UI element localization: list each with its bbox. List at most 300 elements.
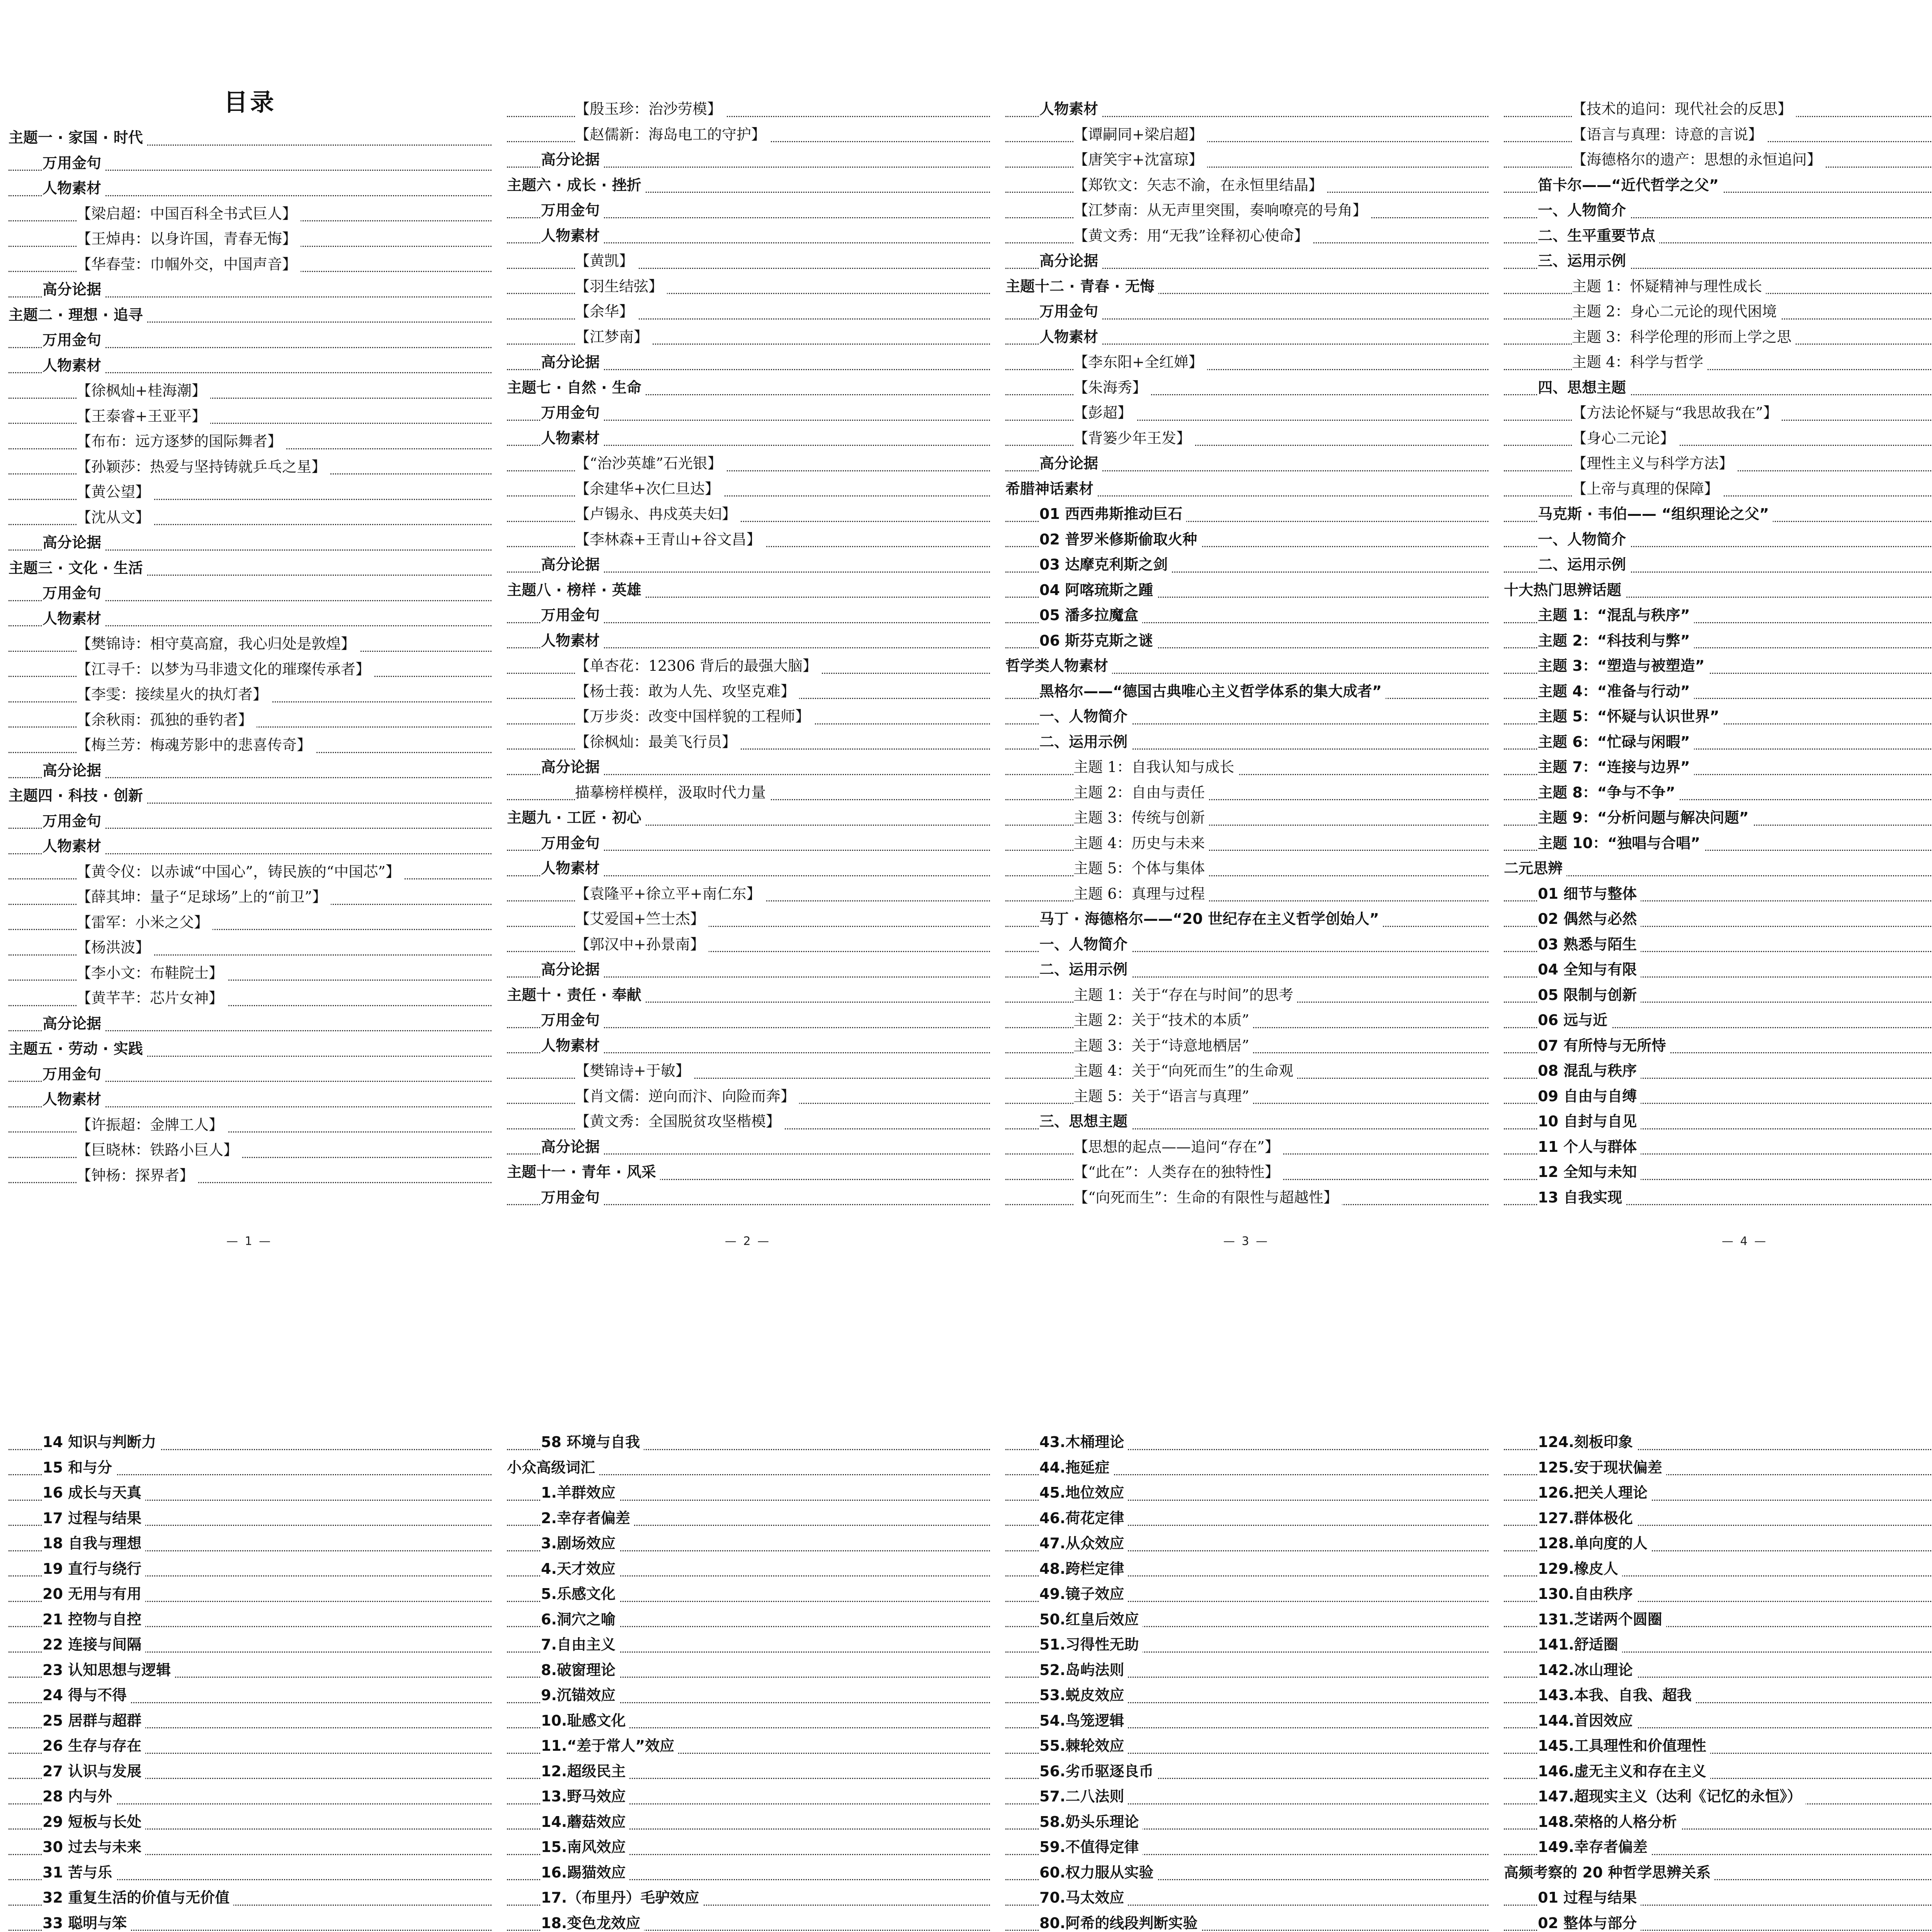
- toc-heading-entry[interactable]: [1005, 730, 1488, 755]
- toc-item-entry[interactable]: [1504, 451, 1932, 476]
- toc-heading-entry[interactable]: [507, 400, 990, 426]
- toc-item-entry[interactable]: [9, 252, 492, 277]
- toc-heading-entry[interactable]: [1504, 1556, 1932, 1582]
- toc-entry-label: 【“向死而生”：生命的有限性与超越性】: [1073, 1185, 1342, 1211]
- toc-heading-entry[interactable]: [1504, 1582, 1932, 1607]
- toc-item-entry[interactable]: [507, 97, 990, 122]
- toc-entry-label: 56.劣币驱逐良币: [1039, 1759, 1157, 1784]
- toc-heading-entry[interactable]: [1005, 299, 1488, 325]
- toc-item-entry[interactable]: [1005, 426, 1488, 451]
- toc-heading-entry[interactable]: [507, 1582, 990, 1607]
- toc-item-entry[interactable]: [1005, 755, 1488, 780]
- toc-heading-entry[interactable]: [1005, 1733, 1488, 1759]
- toc-heading-entry[interactable]: [507, 957, 990, 983]
- toc-heading-entry[interactable]: [9, 151, 492, 176]
- toc-heading-entry[interactable]: [9, 1733, 492, 1759]
- toc-heading-entry[interactable]: [9, 1810, 492, 1835]
- toc-item-entry[interactable]: [507, 122, 990, 148]
- toc-entry-label: 25 居群与超群: [43, 1708, 145, 1734]
- toc-heading-entry[interactable]: [1504, 1185, 1932, 1211]
- toc-heading-entry[interactable]: [507, 755, 990, 780]
- toc-entry-label: 【李小文：布鞋院士】: [77, 961, 227, 986]
- toc-entry-label: 【徐枫灿+桂海潮】: [77, 378, 210, 404]
- toc-entry-label: 【万步炎：改变中国样貌的工程师】: [575, 704, 814, 730]
- toc-item-entry[interactable]: [1504, 122, 1932, 148]
- toc-item-entry[interactable]: [1504, 274, 1932, 299]
- toc-section-entry[interactable]: [1005, 653, 1488, 679]
- toc-heading-entry[interactable]: [507, 1658, 990, 1683]
- toc-item-entry[interactable]: [9, 480, 492, 505]
- toc-heading-entry[interactable]: [1504, 375, 1932, 401]
- toc-heading-entry[interactable]: [507, 1733, 990, 1759]
- toc-item-entry[interactable]: [9, 733, 492, 758]
- toc-entry-label: 万用金句: [541, 603, 604, 628]
- toc-heading-entry[interactable]: [1504, 1810, 1932, 1835]
- toc-heading-entry[interactable]: [507, 1759, 990, 1784]
- toc-section-entry[interactable]: [507, 1160, 990, 1185]
- toc-entry-label: 【黄凯】: [575, 248, 638, 274]
- toc-section-entry[interactable]: [507, 375, 990, 401]
- toc-item-entry[interactable]: [507, 1084, 990, 1109]
- toc-item-entry[interactable]: [507, 704, 990, 730]
- toc-heading-entry[interactable]: [507, 552, 990, 578]
- toc-item-entry[interactable]: [1005, 1084, 1488, 1109]
- toc-heading-entry[interactable]: [507, 1911, 990, 1932]
- toc-heading-entry[interactable]: [1005, 1531, 1488, 1556]
- toc-item-entry[interactable]: [507, 451, 990, 476]
- toc-heading-entry[interactable]: [9, 1506, 492, 1531]
- toc-heading-entry[interactable]: [507, 603, 990, 628]
- toc-section-entry[interactable]: [507, 983, 990, 1008]
- toc-section-entry[interactable]: [507, 578, 990, 603]
- toc-item-entry[interactable]: [1005, 1033, 1488, 1059]
- toc-heading-entry[interactable]: [507, 1430, 990, 1455]
- toc-item-entry[interactable]: [1005, 122, 1488, 148]
- toc-heading-entry[interactable]: [1504, 780, 1932, 806]
- toc-heading-entry[interactable]: [1504, 1430, 1932, 1455]
- toc-item-entry[interactable]: [507, 299, 990, 325]
- toc-heading-entry[interactable]: [1504, 957, 1932, 983]
- toc-heading-entry[interactable]: [507, 1683, 990, 1708]
- toc-item-entry[interactable]: [507, 653, 990, 679]
- toc-heading-entry[interactable]: [1504, 1058, 1932, 1084]
- toc-entry-label: 主题 2：身心二元论的现代困境: [1572, 299, 1781, 325]
- toc-item-entry[interactable]: [9, 1138, 492, 1163]
- toc-heading-entry[interactable]: [1504, 248, 1932, 274]
- toc-heading-entry[interactable]: [1504, 1109, 1932, 1134]
- toc-section-entry[interactable]: [9, 125, 492, 151]
- toc-entry-label: 148.荣格的人格分析: [1538, 1810, 1681, 1835]
- toc-heading-entry[interactable]: [9, 176, 492, 201]
- toc-heading-entry[interactable]: [9, 1607, 492, 1633]
- toc-section-entry[interactable]: [507, 173, 990, 198]
- toc-heading-entry[interactable]: [1005, 1885, 1488, 1911]
- toc-item-entry[interactable]: [1005, 831, 1488, 856]
- toc-heading-entry[interactable]: [1504, 1885, 1932, 1911]
- toc-heading-entry[interactable]: [507, 1632, 990, 1658]
- toc-heading-entry[interactable]: [1005, 1480, 1488, 1506]
- toc-heading-entry[interactable]: [507, 1708, 990, 1734]
- toc-entry-label: 高频考察的 20 种哲学思辨关系: [1504, 1860, 1714, 1886]
- toc-entry-label: 48.跨栏定律: [1039, 1556, 1128, 1582]
- toc-heading-entry[interactable]: [9, 606, 492, 632]
- toc-heading-entry[interactable]: [1005, 1683, 1488, 1708]
- toc-entry-label: 【薛其坤：量子“足球场”上的“前卫”】: [77, 884, 331, 910]
- toc-heading-entry[interactable]: [1504, 1632, 1932, 1658]
- toc-heading-entry[interactable]: [507, 1885, 990, 1911]
- toc-item-entry[interactable]: [1504, 426, 1932, 451]
- toc-heading-entry[interactable]: [9, 1911, 492, 1932]
- toc-entry-label: 20 无用与有用: [43, 1582, 145, 1607]
- toc-heading-entry[interactable]: [1005, 1109, 1488, 1134]
- toc-heading-entry[interactable]: [9, 1632, 492, 1658]
- toc-entry-label: 30 过去与未来: [43, 1835, 145, 1860]
- toc-heading-entry[interactable]: [507, 198, 990, 223]
- toc-heading-entry[interactable]: [1005, 1835, 1488, 1860]
- toc-heading-entry[interactable]: [9, 1011, 492, 1037]
- toc-item-entry[interactable]: [9, 1112, 492, 1138]
- toc-entry-label: 【思想的起点——追问“存在”】: [1073, 1134, 1283, 1160]
- toc-entry-label: 人物素材: [1039, 97, 1102, 122]
- toc-heading-entry[interactable]: [9, 1430, 492, 1455]
- toc-item-entry[interactable]: [1005, 805, 1488, 831]
- toc-heading-entry[interactable]: [9, 328, 492, 353]
- toc-item-entry[interactable]: [507, 881, 990, 907]
- toc-heading-entry[interactable]: [1005, 1658, 1488, 1683]
- toc-entry-label: 【雷军：小米之父】: [77, 910, 213, 935]
- toc-item-entry[interactable]: [9, 631, 492, 657]
- toc-heading-entry[interactable]: [1504, 198, 1932, 223]
- toc-heading-entry[interactable]: [1005, 451, 1488, 476]
- toc-section-entry[interactable]: [1504, 856, 1932, 881]
- toc-heading-entry[interactable]: [9, 1062, 492, 1087]
- toc-heading-entry[interactable]: [1005, 1708, 1488, 1734]
- toc-heading-entry[interactable]: [9, 1835, 492, 1860]
- toc-heading-entry[interactable]: [1504, 1733, 1932, 1759]
- toc-heading-entry[interactable]: [9, 1860, 492, 1886]
- toc-heading-entry[interactable]: [1504, 983, 1932, 1008]
- toc-heading-entry[interactable]: [1504, 628, 1932, 654]
- toc-item-entry[interactable]: [1005, 1134, 1488, 1160]
- toc-entry-label: 【赵儒新：海岛电工的守护】: [575, 122, 770, 148]
- toc-item-entry[interactable]: [1005, 881, 1488, 907]
- toc-section-entry[interactable]: [1005, 476, 1488, 502]
- toc-heading-entry[interactable]: [1005, 1430, 1488, 1455]
- toc-heading-entry[interactable]: [9, 758, 492, 784]
- toc-entry-label: 一、人物简介: [1039, 932, 1131, 957]
- toc-heading-entry[interactable]: [507, 1134, 990, 1160]
- toc-heading-entry[interactable]: [1504, 1160, 1932, 1185]
- toc-item-entry[interactable]: [9, 1163, 492, 1189]
- toc-heading-entry[interactable]: [1504, 1683, 1932, 1708]
- toc-entry-label: 18 自我与理想: [43, 1531, 145, 1556]
- toc-heading-entry[interactable]: [1504, 730, 1932, 755]
- toc-entry-label: 笛卡尔——“近代哲学之父”: [1538, 173, 1723, 198]
- toc-entry-label: 44.拖延症: [1039, 1455, 1113, 1481]
- toc-heading-entry[interactable]: [1005, 957, 1488, 983]
- toc-item-entry[interactable]: [1005, 856, 1488, 881]
- toc-heading-entry[interactable]: [507, 223, 990, 249]
- toc-heading-entry[interactable]: [507, 1033, 990, 1059]
- toc-heading-entry[interactable]: [1005, 1556, 1488, 1582]
- toc-entry-label: 【背篓少年王发】: [1073, 426, 1195, 451]
- page-number: — 2 —: [724, 1235, 771, 1248]
- toc-item-entry[interactable]: [507, 730, 990, 755]
- toc-heading-entry[interactable]: [9, 530, 492, 556]
- toc-entry-label: 【余建华+次仁旦达】: [575, 476, 723, 502]
- toc-entry-label: 05 潘多拉魔盒: [1039, 603, 1142, 628]
- toc-heading-entry[interactable]: [507, 831, 990, 856]
- toc-heading-entry[interactable]: [1005, 578, 1488, 603]
- toc-item-entry[interactable]: [1504, 97, 1932, 122]
- toc-heading-entry[interactable]: [507, 1556, 990, 1582]
- toc-heading-entry[interactable]: [507, 1607, 990, 1633]
- toc-heading-entry[interactable]: [507, 1008, 990, 1033]
- toc-item-entry[interactable]: [9, 505, 492, 531]
- toc-heading-entry[interactable]: [1504, 1506, 1932, 1531]
- toc-item-entry[interactable]: [1005, 780, 1488, 806]
- toc-entry-label: 【黄公望】: [77, 480, 154, 505]
- toc-section-entry[interactable]: [9, 783, 492, 809]
- toc-item-entry[interactable]: [9, 378, 492, 404]
- toc-heading-entry[interactable]: [507, 1506, 990, 1531]
- toc-heading-entry[interactable]: [1504, 831, 1932, 856]
- toc-heading-entry[interactable]: [1504, 755, 1932, 780]
- toc-item-entry[interactable]: [507, 248, 990, 274]
- toc-heading-entry[interactable]: [9, 277, 492, 303]
- toc-item-entry[interactable]: [507, 1058, 990, 1084]
- toc-item-entry[interactable]: [1005, 1160, 1488, 1185]
- toc-entry-label: 主题 1：“混乱与秩序”: [1538, 603, 1694, 628]
- toc-item-entry[interactable]: [1005, 198, 1488, 223]
- toc-heading-entry[interactable]: [9, 1784, 492, 1810]
- toc-heading-entry[interactable]: [1504, 173, 1932, 198]
- toc-item-entry[interactable]: [9, 682, 492, 707]
- toc-item-entry[interactable]: [1504, 325, 1932, 350]
- toc-entry-label: 58.奶头乐理论: [1039, 1810, 1143, 1835]
- toc-heading-entry[interactable]: [1005, 1632, 1488, 1658]
- toc-heading-entry[interactable]: [1005, 704, 1488, 730]
- toc-heading-entry[interactable]: [1504, 1835, 1932, 1860]
- toc-heading-entry[interactable]: [507, 1860, 990, 1886]
- toc-item-entry[interactable]: [1005, 350, 1488, 375]
- toc-item-entry[interactable]: [9, 910, 492, 935]
- toc-heading-entry[interactable]: [9, 1556, 492, 1582]
- toc-heading-entry[interactable]: [9, 1087, 492, 1112]
- toc-heading-entry[interactable]: [1504, 906, 1932, 932]
- toc-heading-entry[interactable]: [1005, 1582, 1488, 1607]
- toc-heading-entry[interactable]: [1504, 653, 1932, 679]
- toc-heading-entry[interactable]: [1005, 932, 1488, 957]
- toc-heading-entry[interactable]: [1504, 1480, 1932, 1506]
- toc-section-entry[interactable]: [1005, 274, 1488, 299]
- toc-item-entry[interactable]: [507, 502, 990, 527]
- toc-heading-entry[interactable]: [507, 1784, 990, 1810]
- toc-entry-label: 万用金句: [541, 1185, 604, 1211]
- toc-heading-entry[interactable]: [9, 1455, 492, 1481]
- toc-heading-entry[interactable]: [1504, 1708, 1932, 1734]
- toc-heading-entry[interactable]: [1005, 527, 1488, 553]
- toc-item-entry[interactable]: [1005, 223, 1488, 249]
- toc-heading-entry[interactable]: [9, 581, 492, 606]
- toc-heading-entry[interactable]: [9, 1480, 492, 1506]
- toc-entry-label: 主题 4：关于“向死而生”的生命观: [1073, 1058, 1297, 1084]
- toc-item-entry[interactable]: [9, 884, 492, 910]
- toc-heading-entry[interactable]: [1005, 1506, 1488, 1531]
- toc-item-entry[interactable]: [9, 657, 492, 682]
- toc-heading-entry[interactable]: [9, 353, 492, 379]
- toc-item-entry[interactable]: [507, 932, 990, 957]
- toc-item-entry[interactable]: [1005, 1185, 1488, 1211]
- toc-heading-entry[interactable]: [507, 426, 990, 451]
- toc-entry-label: 主题 4：历史与未来: [1073, 831, 1209, 856]
- toc-heading-entry[interactable]: [1504, 1531, 1932, 1556]
- toc-heading-entry[interactable]: [507, 1480, 990, 1506]
- toc-heading-entry[interactable]: [1504, 1784, 1932, 1810]
- toc-section-entry[interactable]: [1504, 578, 1932, 603]
- toc-item-entry[interactable]: [9, 454, 492, 480]
- toc-page-8: [1495, 1329, 1932, 1932]
- toc-heading-entry[interactable]: [1504, 704, 1932, 730]
- toc-title: 目录: [223, 88, 276, 116]
- toc-entry-label: 万用金句: [43, 581, 105, 606]
- toc-item-entry[interactable]: [9, 935, 492, 961]
- toc-item-entry[interactable]: [9, 859, 492, 885]
- toc-heading-entry[interactable]: [9, 1582, 492, 1607]
- toc-heading-entry[interactable]: [1504, 1455, 1932, 1481]
- toc-item-entry[interactable]: [9, 226, 492, 252]
- toc-entry-label: 70.马太效应: [1039, 1885, 1128, 1911]
- toc-heading-entry[interactable]: [1005, 1759, 1488, 1784]
- toc-heading-entry[interactable]: [9, 1708, 492, 1734]
- toc-heading-entry[interactable]: [507, 147, 990, 173]
- toc-item-entry[interactable]: [1005, 400, 1488, 426]
- toc-heading-entry[interactable]: [1504, 1607, 1932, 1633]
- toc-heading-entry[interactable]: [9, 1658, 492, 1683]
- toc-entry-label: 【语言与真理：诗意的言说】: [1572, 122, 1767, 148]
- toc-entry-label: 一、人物简介: [1538, 527, 1630, 553]
- toc-heading-entry[interactable]: [1005, 1784, 1488, 1810]
- toc-heading-entry[interactable]: [1005, 906, 1488, 932]
- toc-item-entry[interactable]: [507, 780, 990, 806]
- toc-item-entry[interactable]: [9, 986, 492, 1011]
- toc-item-entry[interactable]: [9, 707, 492, 733]
- toc-section-entry[interactable]: [507, 805, 990, 831]
- toc-heading-entry[interactable]: [1005, 628, 1488, 654]
- toc-heading-entry[interactable]: [1005, 97, 1488, 122]
- toc-item-entry[interactable]: [1005, 147, 1488, 173]
- toc-item-entry[interactable]: [1504, 400, 1932, 426]
- toc-heading-entry[interactable]: [1504, 679, 1932, 704]
- toc-item-entry[interactable]: [1504, 476, 1932, 502]
- toc-section-entry[interactable]: [9, 303, 492, 328]
- toc-item-entry[interactable]: [507, 325, 990, 350]
- toc-entry-label: 143.本我、自我、超我: [1538, 1683, 1696, 1708]
- toc-heading-entry[interactable]: [1504, 1759, 1932, 1784]
- toc-item-entry[interactable]: [507, 906, 990, 932]
- toc-heading-entry[interactable]: [9, 834, 492, 859]
- toc-item-entry[interactable]: [507, 476, 990, 502]
- toc-heading-entry[interactable]: [1005, 325, 1488, 350]
- toc-item-entry[interactable]: [1005, 375, 1488, 401]
- toc-heading-entry[interactable]: [1005, 1860, 1488, 1886]
- toc-heading-entry[interactable]: [9, 1531, 492, 1556]
- toc-item-entry[interactable]: [507, 274, 990, 299]
- toc-heading-entry[interactable]: [1005, 603, 1488, 628]
- toc-item-entry[interactable]: [1504, 147, 1932, 173]
- toc-heading-entry[interactable]: [1005, 679, 1488, 704]
- toc-heading-entry[interactable]: [507, 1810, 990, 1835]
- toc-heading-entry[interactable]: [1504, 603, 1932, 628]
- toc-heading-entry[interactable]: [1005, 502, 1488, 527]
- toc-heading-entry[interactable]: [9, 1885, 492, 1911]
- toc-heading-entry[interactable]: [1504, 1033, 1932, 1059]
- toc-section-entry[interactable]: [1504, 1860, 1932, 1886]
- toc-entry-label: 主题二 · 理想 · 追寻: [9, 303, 147, 328]
- toc-heading-entry[interactable]: [1504, 1008, 1932, 1033]
- toc-heading-entry[interactable]: [1504, 502, 1932, 527]
- toc-heading-entry[interactable]: [507, 1185, 990, 1211]
- toc-item-entry[interactable]: [507, 1109, 990, 1134]
- toc-heading-entry[interactable]: [1504, 223, 1932, 249]
- toc-section-entry[interactable]: [9, 556, 492, 581]
- toc-heading-entry[interactable]: [507, 856, 990, 881]
- toc-heading-entry[interactable]: [1005, 1455, 1488, 1481]
- toc-heading-entry[interactable]: [1504, 881, 1932, 907]
- toc-heading-entry[interactable]: [1504, 527, 1932, 553]
- toc-heading-entry[interactable]: [9, 809, 492, 834]
- toc-heading-entry[interactable]: [1504, 1084, 1932, 1109]
- toc-entry-label: 十大热门思辨话题: [1504, 578, 1625, 603]
- toc-entry-label: 8.破窗理论: [541, 1658, 619, 1683]
- toc-heading-entry[interactable]: [507, 628, 990, 654]
- toc-heading-entry[interactable]: [9, 1683, 492, 1708]
- toc-heading-entry[interactable]: [1504, 1658, 1932, 1683]
- toc-item-entry[interactable]: [1504, 299, 1932, 325]
- toc-entry-label: 57.二八法则: [1039, 1784, 1128, 1810]
- toc-heading-entry[interactable]: [1005, 552, 1488, 578]
- toc-heading-entry[interactable]: [1005, 1911, 1488, 1932]
- toc-item-entry[interactable]: [9, 404, 492, 429]
- toc-heading-entry[interactable]: [507, 350, 990, 375]
- toc-entry-label: 49.镜子效应: [1039, 1582, 1128, 1607]
- toc-item-entry[interactable]: [1005, 173, 1488, 198]
- toc-item-entry[interactable]: [1005, 1058, 1488, 1084]
- toc-entry-label: 【肖文儒：逆向而汴、向险而奔】: [575, 1084, 799, 1109]
- toc-item-entry[interactable]: [1504, 350, 1932, 375]
- toc-heading-entry[interactable]: [507, 1531, 990, 1556]
- toc-section-entry[interactable]: [9, 1036, 492, 1062]
- toc-item-entry[interactable]: [9, 429, 492, 454]
- toc-item-entry[interactable]: [507, 527, 990, 553]
- toc-heading-entry[interactable]: [1504, 552, 1932, 578]
- toc-item-entry[interactable]: [507, 679, 990, 704]
- toc-item-entry[interactable]: [1005, 1008, 1488, 1033]
- toc-heading-entry[interactable]: [1504, 1134, 1932, 1160]
- toc-item-entry[interactable]: [9, 961, 492, 986]
- toc-heading-entry[interactable]: [507, 1835, 990, 1860]
- toc-item-entry[interactable]: [9, 201, 492, 227]
- toc-heading-entry[interactable]: [1005, 248, 1488, 274]
- toc-heading-entry[interactable]: [1504, 805, 1932, 831]
- toc-heading-entry[interactable]: [1005, 1607, 1488, 1633]
- toc-heading-entry[interactable]: [1005, 1810, 1488, 1835]
- toc-section-entry[interactable]: [507, 1455, 990, 1481]
- toc-heading-entry[interactable]: [1504, 1911, 1932, 1932]
- toc-heading-entry[interactable]: [9, 1759, 492, 1784]
- toc-heading-entry[interactable]: [1504, 932, 1932, 957]
- toc-item-entry[interactable]: [1005, 983, 1488, 1008]
